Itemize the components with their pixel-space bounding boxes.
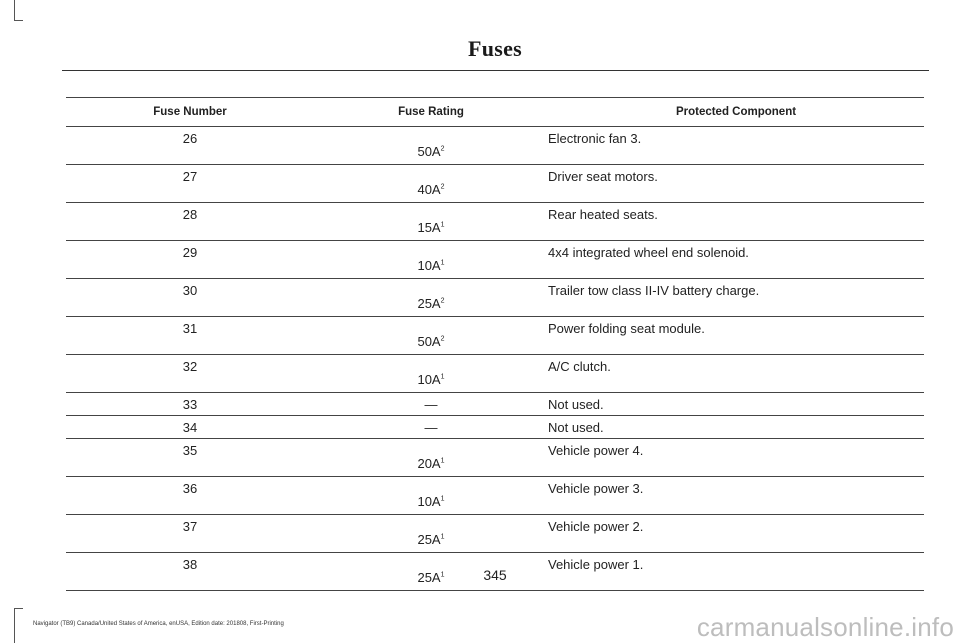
watermark-text: carmanualsonline.info: [696, 612, 954, 642]
fuse-rating-value: 25A: [417, 296, 441, 311]
crop-mark-top-left: [14, 0, 23, 21]
fuse-rating-footnote: 1: [440, 259, 445, 267]
table-header-row: [66, 98, 924, 127]
protected-component-cell: A/C clutch.: [548, 355, 924, 393]
fuse-rating-value: —: [424, 396, 438, 412]
fuse-rating-value: 10A: [417, 372, 441, 387]
fuse-number-cell: 34: [66, 416, 314, 439]
fuse-rating-value: —: [424, 419, 438, 435]
fuse-number-cell: 26: [66, 127, 314, 165]
table-row: [66, 165, 924, 203]
table-row: [66, 355, 924, 393]
fuse-rating-cell: [314, 393, 548, 416]
fuse-rating-footnote: 2: [440, 183, 445, 191]
table-row: [66, 393, 924, 416]
fuse-rating-footnote: 2: [440, 297, 445, 305]
table-row: [66, 439, 924, 477]
table-row: [66, 127, 924, 165]
header-fuse-rating: Fuse Rating: [314, 98, 548, 127]
fuse-number-cell: 30: [66, 279, 314, 317]
protected-component-cell: Vehicle power 1.: [548, 553, 924, 591]
table-row: [66, 477, 924, 515]
protected-component-cell: Not used.: [548, 393, 924, 416]
fuse-rating-footnote: 2: [440, 145, 445, 153]
table-row: [66, 241, 924, 279]
protected-component-cell: Electronic fan 3.: [548, 127, 924, 165]
page-title: Fuses: [467, 36, 523, 61]
fuse-number-cell: 33: [66, 393, 314, 416]
fuse-number-cell: 31: [66, 317, 314, 355]
fuse-rating-value: 50A: [417, 334, 441, 349]
fuse-rating-value: 25A: [417, 532, 441, 547]
fuse-rating-cell: [314, 127, 548, 165]
table-row: [66, 279, 924, 317]
fuse-rating-footnote: 1: [440, 221, 445, 229]
protected-component-cell: 4x4 integrated wheel end solenoid.: [548, 241, 924, 279]
protected-component-cell: Vehicle power 2.: [548, 515, 924, 553]
fuse-rating-value: 50A: [417, 144, 441, 159]
fuse-rating-value: 15A: [417, 220, 441, 235]
fuse-rating-cell: [314, 279, 548, 317]
fuse-number-cell: 35: [66, 439, 314, 477]
page-number: 345: [483, 567, 507, 583]
crop-mark-bottom-left: [14, 608, 23, 643]
protected-component-cell: Vehicle power 4.: [548, 439, 924, 477]
fuse-rating-footnote: 1: [440, 533, 445, 541]
fuse-rating-value: 10A: [417, 494, 441, 509]
fuse-rating-footnote: 1: [440, 571, 445, 579]
fuse-rating-cell: [314, 165, 548, 203]
fuse-number-cell: 27: [66, 165, 314, 203]
fuse-rating-cell: [314, 416, 548, 439]
table-row: [66, 515, 924, 553]
fuse-rating-value: 20A: [417, 456, 441, 471]
fuse-number-cell: 36: [66, 477, 314, 515]
fuse-number-cell: 32: [66, 355, 314, 393]
fuse-number-cell: 28: [66, 203, 314, 241]
fuse-rating-value: 10A: [417, 258, 441, 273]
protected-component-cell: Driver seat motors.: [548, 165, 924, 203]
fuse-rating-cell: [314, 241, 548, 279]
fuse-rating-footnote: 1: [440, 457, 445, 465]
header-divider: [62, 70, 929, 71]
fuse-table: [66, 97, 924, 591]
protected-component-cell: Power folding seat module.: [548, 317, 924, 355]
header-protected-component: Protected Component: [548, 98, 924, 127]
fuse-number-cell: 29: [66, 241, 314, 279]
fuse-rating-cell: [314, 439, 548, 477]
fuse-table-body: [66, 127, 924, 591]
table-row: [66, 203, 924, 241]
fuse-rating-cell: [314, 317, 548, 355]
footer-edition-text: Navigator (TB9) Canada/United States of America, enUSA, Edition date: 201808, First-Printing: [33, 621, 284, 627]
fuse-rating-value: 40A: [417, 182, 441, 197]
protected-component-cell: Vehicle power 3.: [548, 477, 924, 515]
fuse-number-cell: 37: [66, 515, 314, 553]
protected-component-cell: Trailer tow class II-IV battery charge.: [548, 279, 924, 317]
header-fuse-number: Fuse Number: [66, 98, 314, 127]
fuse-rating-cell: [314, 203, 548, 241]
fuse-rating-footnote: 2: [440, 335, 445, 343]
fuse-rating-value: 25A: [417, 570, 441, 585]
fuse-rating-footnote: 1: [440, 373, 445, 381]
protected-component-cell: Rear heated seats.: [548, 203, 924, 241]
fuse-rating-cell: [314, 515, 548, 553]
table-row: [66, 416, 924, 439]
fuse-rating-cell: [314, 477, 548, 515]
fuse-number-cell: 38: [66, 553, 314, 591]
fuse-rating-footnote: 1: [440, 495, 445, 503]
fuse-rating-cell: [314, 355, 548, 393]
table-row: [66, 317, 924, 355]
protected-component-cell: Not used.: [548, 416, 924, 439]
